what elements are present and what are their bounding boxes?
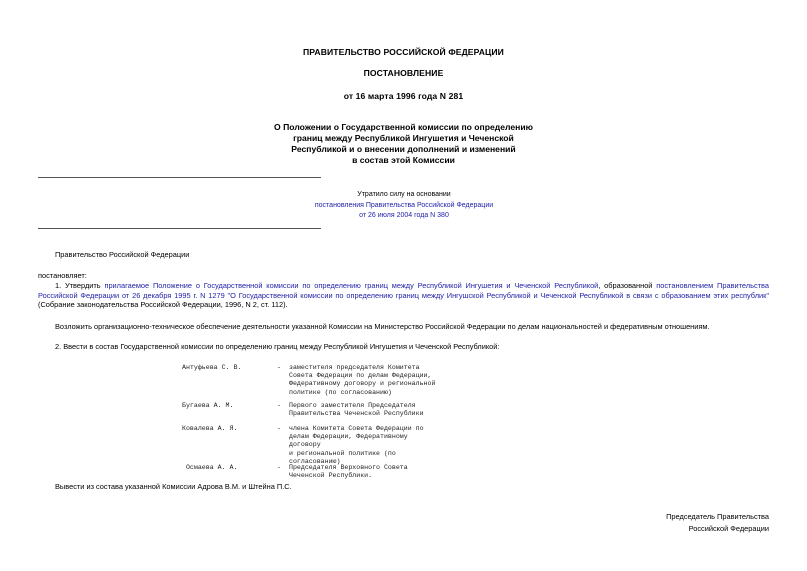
role-line: заместителя председателя Комитета bbox=[289, 364, 420, 371]
role-line: Чеченской Республики. bbox=[289, 472, 373, 480]
member-name: Антуфьева С. В. bbox=[182, 364, 242, 371]
role-line: Первого заместителя Председателя bbox=[289, 402, 416, 409]
title-line: Республикой и о внесении дополнений и изменений bbox=[291, 144, 516, 154]
item-1-prefix: 1. Утвердить bbox=[55, 281, 101, 290]
member-role bbox=[289, 364, 439, 397]
role-line: члена Комитета Совета Федерации по bbox=[289, 425, 424, 432]
role-line: делам Федерации, Федеративному договору bbox=[289, 433, 408, 449]
role-line: политике (по согласованию) bbox=[289, 388, 392, 396]
member-dash: - bbox=[277, 364, 281, 371]
intro-text: Правительство Российской Федерации bbox=[55, 250, 190, 259]
signature-block bbox=[666, 512, 769, 533]
member-name: Осмаева А. А. bbox=[182, 464, 238, 471]
status-note-text: Утратило силу на основании bbox=[357, 191, 451, 198]
signature-org: Российской Федерации bbox=[688, 523, 769, 533]
member-name: Бугаева А. М. bbox=[182, 402, 234, 409]
regulation-link[interactable]: прилагаемое Положение о Государственной комиссии по определению границ между Республикой Ингушетия и Чеченской Республикой bbox=[104, 281, 599, 290]
title-line: О Положении о Государственной комиссии по определению bbox=[274, 122, 533, 132]
role-line: Федеративному договору и региональной bbox=[289, 380, 436, 388]
role-line: Совета Федерации по делам Федерации, bbox=[289, 372, 432, 380]
government-name: ПРАВИТЕЛЬСТВО РОССИЙСКОЙ ФЕДЕРАЦИИ bbox=[303, 47, 504, 57]
member-role bbox=[289, 402, 439, 418]
document-date-number: от 16 марта 1996 года N 281 bbox=[343, 91, 464, 101]
repeal-decree-link[interactable]: постановления Правительства Российской Федерации bbox=[314, 201, 494, 209]
item-1-mid: , образованной bbox=[598, 281, 653, 290]
member-name: Ковалева А. Я. bbox=[182, 425, 238, 432]
signature-title: Председатель Правительства bbox=[666, 512, 769, 521]
item-1-suffix: (Собрание законодательства Российской Федерации, 1996, N 2, ст. 112). bbox=[38, 300, 288, 309]
member-dash: - bbox=[277, 464, 281, 471]
member-dash: - bbox=[277, 425, 281, 432]
repeal-decree-date-link[interactable]: от 26 июля 2004 года N 380 bbox=[359, 212, 449, 219]
assign-paragraph: Возложить организационно-техническое обеспечение деятельности указанной Комиссии на Министерство Российской Федерации по делам национальностей и федеративным отношениям. bbox=[55, 322, 710, 331]
item-2-paragraph: 2. Ввести в состав Государственной комиссии по определению границ между Республикой Ингушетия и Чеченской Республикой: bbox=[55, 342, 500, 351]
role-line: и региональной политике (по bbox=[289, 449, 396, 457]
member-dash: - bbox=[277, 402, 281, 409]
title-line: границ между Республикой Ингушетия и Чеченской bbox=[293, 133, 514, 143]
title-line: в состав этой Комиссии bbox=[352, 155, 455, 165]
member-role bbox=[289, 464, 439, 480]
decree-1279-link[interactable]: постановлением Правительства Российской Федерации от 26 декабря 1995 г. N 1279 "О Государственной комиссии по определению границ между Ингушской Республикой и Чеченской Республикой в связи с образованием этих республик" bbox=[38, 281, 769, 300]
role-line: Правительства Чеченской Республики bbox=[289, 410, 424, 418]
role-line: Председателя Верховного Совета bbox=[289, 464, 408, 471]
remove-members-paragraph: Вывести из состава указанной Комиссии Адрова В.М. и Штейна П.С. bbox=[55, 482, 292, 491]
member-role bbox=[289, 425, 439, 466]
document-type: ПОСТАНОВЛЕНИЕ bbox=[363, 68, 444, 78]
role-line: согласованию) bbox=[289, 457, 341, 465]
decree-word: постановляет: bbox=[38, 271, 87, 280]
